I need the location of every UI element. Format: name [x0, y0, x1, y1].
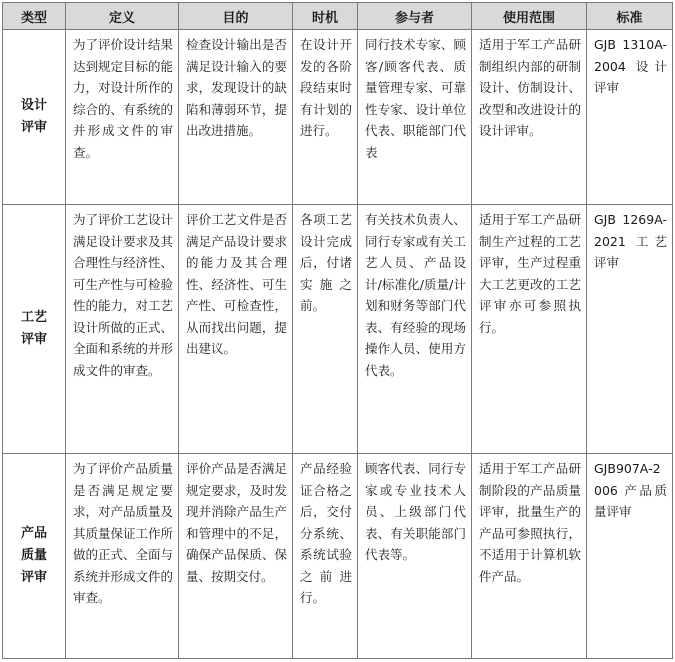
purpose-cell: 检查设计输出是否满足设计输入的要求，发现设计的缺陷和薄弱环节，提出改进措施。: [179, 30, 293, 205]
definition-cell: 为了评价产品质量是否满足规定要求，对产品质量及其质量保证工作所做的正式、全面与系统并形成文件的审查。: [66, 454, 179, 659]
scope-cell: 适用于军工产品研制生产过程的工艺评审，生产过程重大工艺更改的工艺评审亦可参照执行。: [472, 205, 587, 454]
scope-cell: 适用于军工产品研制阶段的产品质量评审，批量生产的产品可参照执行，不适用于计算机软件产品。: [472, 454, 587, 659]
table-row-product-quality-review: [3, 454, 673, 659]
header-scope: 使用范围: [472, 3, 587, 30]
header-definition: 定义: [66, 3, 179, 30]
type-cell: [3, 454, 66, 659]
table-row-design-review: [3, 30, 673, 205]
definition-cell: 为了评价设计结果达到规定目标的能力，对设计所作的综合的、有系统的并形成文件的审查。: [66, 30, 179, 205]
participants-cell: 顾客代表、同行专家或专业技术人员、上级部门代表、有关职能部门代表等。: [358, 454, 472, 659]
review-table-container: [2, 2, 672, 658]
header-purpose: 目的: [179, 3, 293, 30]
header-type: 类型: [3, 3, 66, 30]
review-comparison-table: [2, 2, 673, 659]
participants-cell: 有关技术负责人、同行专家或有关工艺人员、产品设计/标准化/质量/计划和财务等部门代表、有经验的现场操作人员、使用方代表。: [358, 205, 472, 454]
definition-cell: 为了评价工艺设计满足设计要求及其合理性与经济性、可生产性与可检验性的能力，对工艺设计所做的正式、全面和系统的并形成文件的审查。: [66, 205, 179, 454]
purpose-cell: 评价产品是否满足规定要求，及时发现并消除产品生产和管理中的不足，确保产品保质、保量、按期交付。: [179, 454, 293, 659]
table-row-process-review: [3, 205, 673, 454]
timing-cell: 产品经验证合格之后，交付分系统、系统试验之前进行。: [293, 454, 358, 659]
type-cell: [3, 30, 66, 205]
type-cell: [3, 205, 66, 454]
table-header-row: [3, 3, 673, 30]
type-label: 设计评审: [20, 98, 47, 135]
type-label: 产品质量评审: [20, 526, 47, 585]
header-timing: 时机: [293, 3, 358, 30]
standard-cell: GJB 1310A-2004 设计评审: [587, 30, 673, 205]
type-label: 工艺评审: [20, 310, 47, 347]
purpose-cell: 评价工艺文件是否满足产品设计要求的能力及其合理性、经济性、可生产性、可检查性，从而找出问题，提出建议。: [179, 205, 293, 454]
timing-cell: 各项工艺设计完成后，付诸实施之前。: [293, 205, 358, 454]
header-standard: 标准: [587, 3, 673, 30]
standard-cell: GJB 1269A-2021 工艺评审: [587, 205, 673, 454]
participants-cell: 同行技术专家、顾客/顾客代表、质量管理专家、可靠性专家、设计单位代表、职能部门代表: [358, 30, 472, 205]
header-participants: 参与者: [358, 3, 472, 30]
scope-cell: 适用于军工产品研制组织内部的研制设计、仿制设计、改型和改进设计的设计评审。: [472, 30, 587, 205]
standard-cell: GJB907A-2006 产品质量评审: [587, 454, 673, 659]
timing-cell: 在设计开发的各阶段结束时有计划的进行。: [293, 30, 358, 205]
